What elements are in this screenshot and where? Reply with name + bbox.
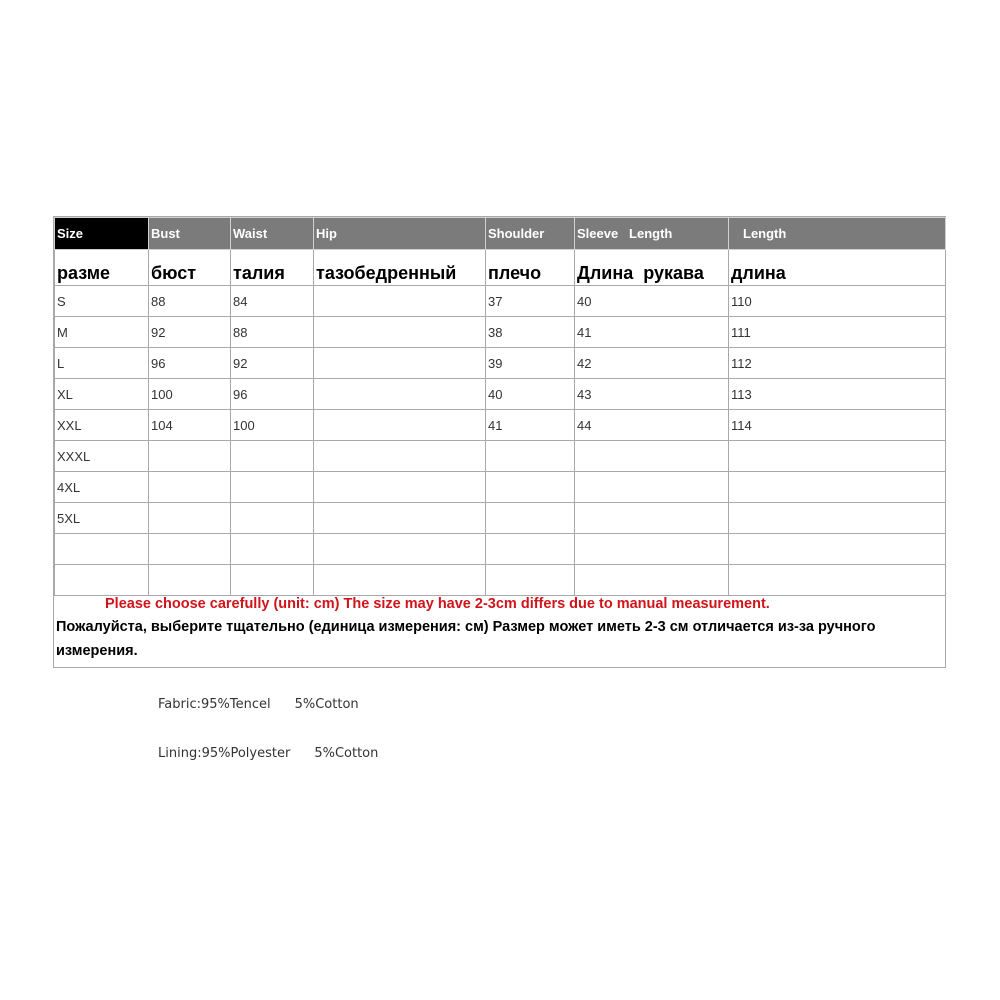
cell-sleeve-length <box>575 503 729 534</box>
cell-waist: 88 <box>231 317 314 348</box>
table-row <box>55 286 946 317</box>
cell-shoulder: 40 <box>486 379 575 410</box>
cell-size <box>55 534 149 565</box>
cell-size <box>55 565 149 596</box>
cell-hip <box>314 410 486 441</box>
fabric-extra: 5%Cotton <box>294 697 359 712</box>
header-size: Size <box>55 218 149 250</box>
table-row <box>55 379 946 410</box>
cell-bust: 104 <box>149 410 231 441</box>
cell-size: S <box>55 286 149 317</box>
cell-bust: 100 <box>149 379 231 410</box>
cell-waist <box>231 441 314 472</box>
cell-length: 113 <box>729 379 946 410</box>
cell-sleeve-length: 42 <box>575 348 729 379</box>
lining-line <box>158 746 378 761</box>
header-sleeve-length: Sleeve Length <box>575 218 729 250</box>
cell-sleeve-length <box>575 472 729 503</box>
cell-hip <box>314 379 486 410</box>
cell-hip <box>314 534 486 565</box>
table-row <box>55 441 946 472</box>
cell-size: 5XL <box>55 503 149 534</box>
cell-length <box>729 441 946 472</box>
size-chart <box>53 216 946 668</box>
cell-length: 112 <box>729 348 946 379</box>
cell-sleeve-length: 43 <box>575 379 729 410</box>
header-ru-size: разме <box>55 250 149 286</box>
header-ru-shoulder: плечо <box>486 250 575 286</box>
cell-bust <box>149 503 231 534</box>
cell-shoulder <box>486 565 575 596</box>
header-length: Length <box>729 218 946 250</box>
cell-shoulder: 39 <box>486 348 575 379</box>
table-row <box>55 317 946 348</box>
cell-shoulder: 38 <box>486 317 575 348</box>
header-ru-waist: талия <box>231 250 314 286</box>
cell-bust <box>149 565 231 596</box>
cell-waist <box>231 565 314 596</box>
cell-sleeve-length: 41 <box>575 317 729 348</box>
cell-bust: 96 <box>149 348 231 379</box>
header-row-ru <box>55 250 946 286</box>
cell-hip <box>314 503 486 534</box>
fabric-line <box>158 697 359 712</box>
notice-ru: Пожалуйста, выберите тщательно (единица измерения: см) Размер может иметь 2-3 см отличается из-за ручного измерения. <box>56 619 876 659</box>
cell-sleeve-length: 44 <box>575 410 729 441</box>
cell-waist: 92 <box>231 348 314 379</box>
cell-size: XXXL <box>55 441 149 472</box>
cell-hip <box>314 317 486 348</box>
table-row <box>55 472 946 503</box>
header-ru-sleeve-length: Длина рукава <box>575 250 729 286</box>
cell-shoulder <box>486 472 575 503</box>
cell-length: 111 <box>729 317 946 348</box>
header-ru-bust: бюст <box>149 250 231 286</box>
cell-shoulder <box>486 441 575 472</box>
cell-size: 4XL <box>55 472 149 503</box>
table-row <box>55 534 946 565</box>
cell-shoulder: 37 <box>486 286 575 317</box>
table-row <box>55 410 946 441</box>
header-waist: Waist <box>231 218 314 250</box>
cell-shoulder <box>486 503 575 534</box>
cell-waist: 100 <box>231 410 314 441</box>
cell-waist <box>231 503 314 534</box>
cell-sleeve-length <box>575 441 729 472</box>
cell-size: M <box>55 317 149 348</box>
fabric-label: Fabric:95%Tencel <box>158 697 271 712</box>
cell-size: L <box>55 348 149 379</box>
cell-bust <box>149 441 231 472</box>
cell-size: XXL <box>55 410 149 441</box>
cell-waist: 84 <box>231 286 314 317</box>
lining-extra: 5%Cotton <box>314 746 379 761</box>
cell-size: XL <box>55 379 149 410</box>
header-ru-hip: тазобедренный <box>314 250 486 286</box>
cell-hip <box>314 565 486 596</box>
cell-length: 114 <box>729 410 946 441</box>
cell-length <box>729 472 946 503</box>
header-hip: Hip <box>314 218 486 250</box>
cell-sleeve-length: 40 <box>575 286 729 317</box>
cell-waist <box>231 472 314 503</box>
cell-shoulder <box>486 534 575 565</box>
cell-shoulder: 41 <box>486 410 575 441</box>
table-row <box>55 348 946 379</box>
cell-length <box>729 565 946 596</box>
lining-label: Lining:95%Polyester <box>158 746 291 761</box>
header-ru-length: длина <box>729 250 946 286</box>
cell-bust <box>149 472 231 503</box>
cell-bust: 88 <box>149 286 231 317</box>
cell-waist: 96 <box>231 379 314 410</box>
cell-bust: 92 <box>149 317 231 348</box>
cell-length <box>729 534 946 565</box>
header-row-en <box>55 218 946 250</box>
cell-bust <box>149 534 231 565</box>
cell-waist <box>231 534 314 565</box>
size-table <box>54 217 946 596</box>
cell-length: 110 <box>729 286 946 317</box>
cell-hip <box>314 286 486 317</box>
cell-hip <box>314 348 486 379</box>
cell-length <box>729 503 946 534</box>
table-row <box>55 565 946 596</box>
header-shoulder: Shoulder <box>486 218 575 250</box>
measurement-notice <box>54 593 945 663</box>
table-row <box>55 503 946 534</box>
cell-sleeve-length <box>575 565 729 596</box>
cell-hip <box>314 472 486 503</box>
cell-hip <box>314 441 486 472</box>
header-bust: Bust <box>149 218 231 250</box>
cell-sleeve-length <box>575 534 729 565</box>
notice-en: Please choose carefully (unit: cm) The size may have 2-3cm differs due to manual measurement. <box>105 596 770 612</box>
